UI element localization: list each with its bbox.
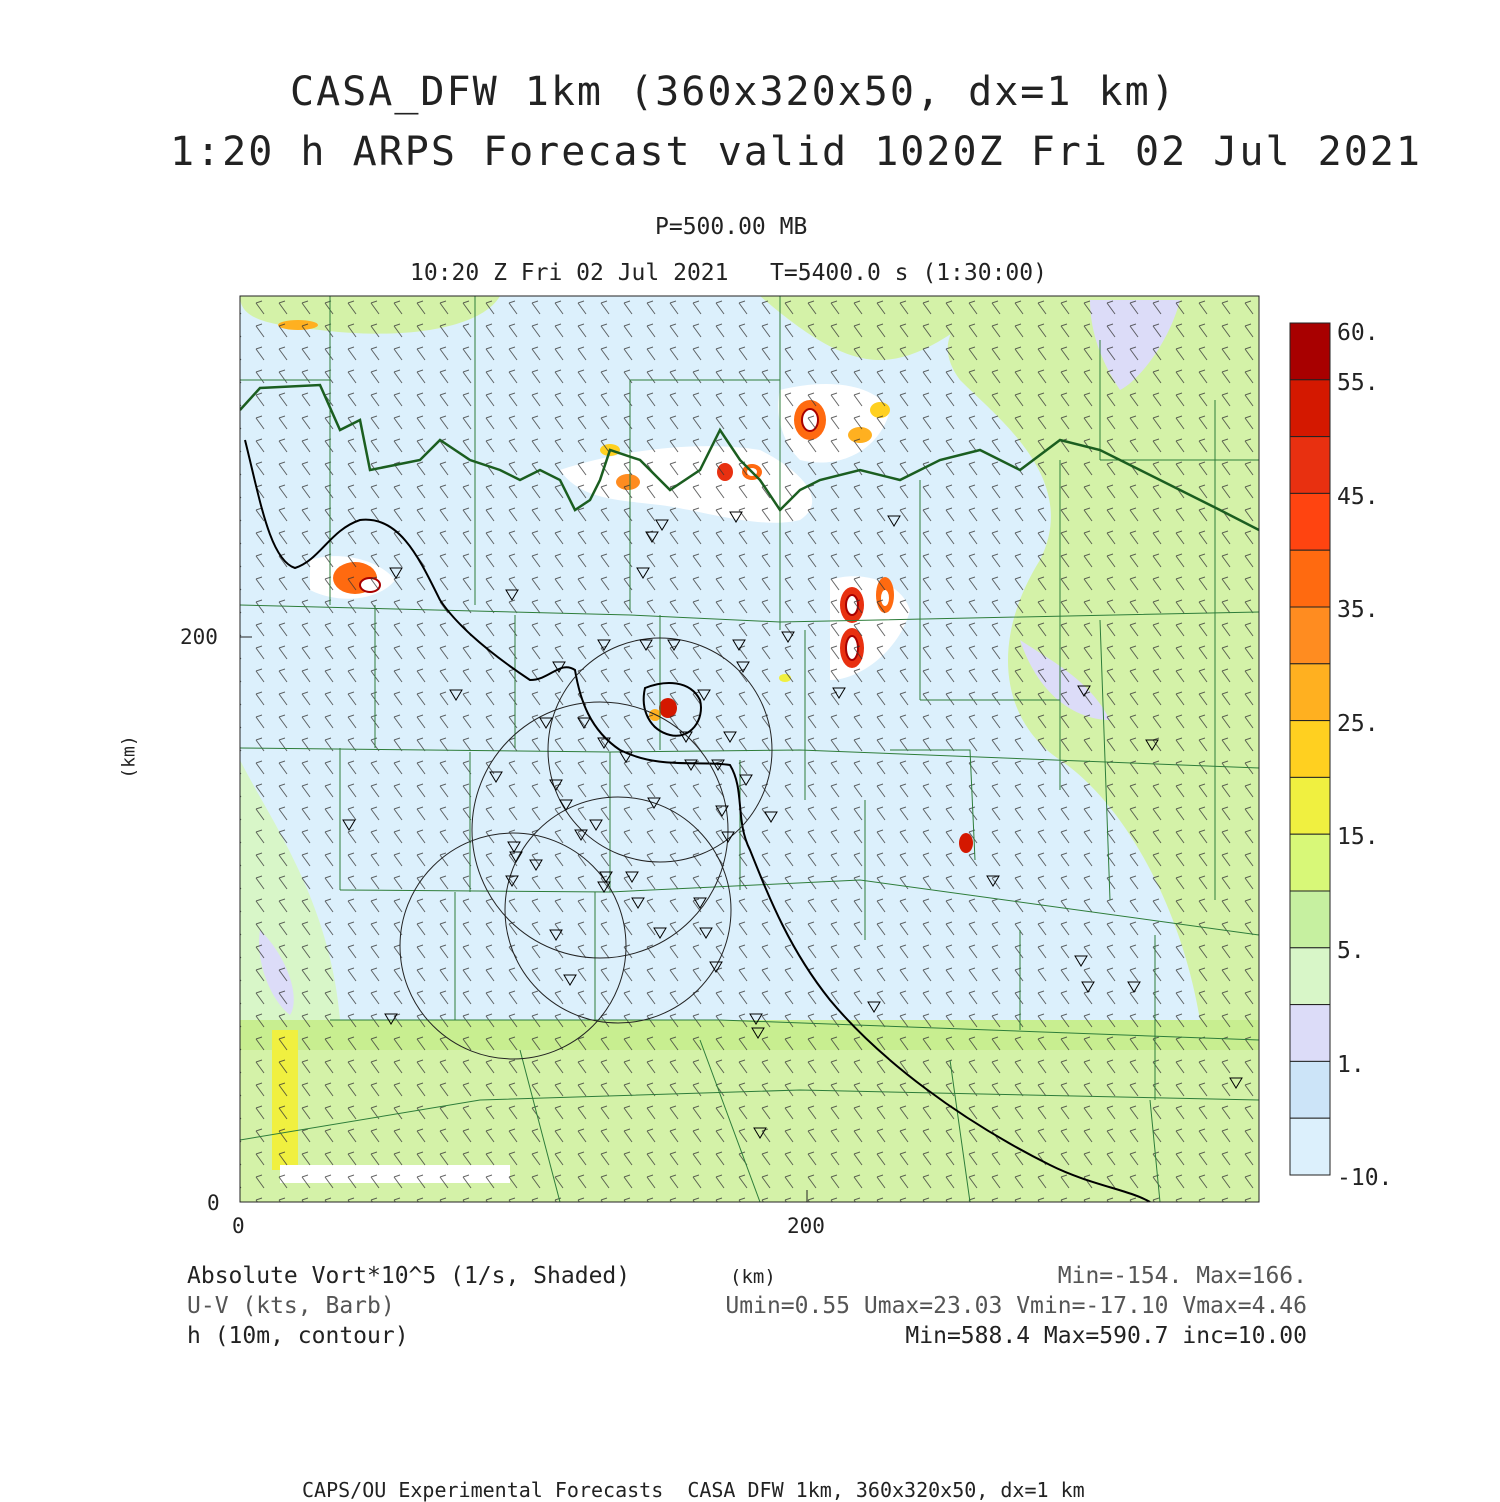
colorbar xyxy=(1290,323,1330,1175)
y-axis-label: (km) xyxy=(118,735,140,779)
colorbar-segment xyxy=(1290,777,1330,834)
wind-stats: Umin=0.55 Umax=23.03 Vmin=-17.10 Vmax=4.46 xyxy=(725,1293,1307,1319)
shaded-field xyxy=(240,296,1259,1202)
colorbar-label-35: 35. xyxy=(1337,597,1379,623)
x-tick-0: 0 xyxy=(232,1214,245,1238)
contour-stats: Min=588.4 Max=590.7 inc=10.00 xyxy=(905,1323,1307,1349)
y-tick-0: 0 xyxy=(207,1191,220,1215)
colorbar-segment xyxy=(1290,550,1330,607)
wind-barbs xyxy=(240,296,1259,1202)
title-line-1: CASA_DFW 1km (360x320x50, dx=1 km) xyxy=(290,69,1177,115)
field-shaded: Absolute Vort*10^5 (1/s, Shaded) xyxy=(187,1263,631,1289)
colorbar-segment xyxy=(1290,607,1330,664)
colorbar-label-1: 1. xyxy=(1337,1052,1365,1078)
shaded-stats: Min=-154. Max=166. xyxy=(1057,1263,1307,1289)
colorbar-segment xyxy=(1290,891,1330,948)
colorbar-label-60: 60. xyxy=(1337,320,1379,346)
colorbar-segment xyxy=(1290,323,1330,380)
x-tick-200: 200 xyxy=(787,1214,825,1238)
x-axis-label: (km) xyxy=(730,1266,776,1288)
colorbar-segment xyxy=(1290,437,1330,494)
pressure-level: P=500.00 MB xyxy=(655,214,808,240)
colorbar-segment xyxy=(1290,493,1330,550)
valid-time: 10:20 Z Fri 02 Jul 2021 T=5400.0 s (1:30:00) xyxy=(410,260,1047,286)
colorbar-label-45: 45. xyxy=(1337,484,1379,510)
colorbar-label-25: 25. xyxy=(1337,711,1379,737)
field-barb: U-V (kts, Barb) xyxy=(187,1293,395,1319)
title-line-2: 1:20 h ARPS Forecast valid 1020Z Fri 02 Jul 2021 xyxy=(170,129,1422,175)
colorbar-segment xyxy=(1290,1005,1330,1062)
colorbar-label-minus10: -10. xyxy=(1337,1165,1393,1191)
colorbar-segment xyxy=(1290,1118,1330,1175)
colorbar-label-55: 55. xyxy=(1337,370,1379,396)
colorbar-segment xyxy=(1290,664,1330,721)
colorbar-segment xyxy=(1290,834,1330,891)
colorbar-segment xyxy=(1290,380,1330,437)
colorbar-segment xyxy=(1290,721,1330,778)
colorbar-segment xyxy=(1290,948,1330,1005)
field-contour: h (10m, contour) xyxy=(187,1323,409,1349)
colorbar-label-15: 15. xyxy=(1337,824,1379,850)
colorbar-label-5: 5. xyxy=(1337,938,1365,964)
y-tick-200: 200 xyxy=(180,625,218,649)
credit-line: CAPS/OU Experimental Forecasts CASA DFW 1km, 360x320x50, dx=1 km xyxy=(302,1478,1085,1502)
colorbar-segment xyxy=(1290,1061,1330,1118)
